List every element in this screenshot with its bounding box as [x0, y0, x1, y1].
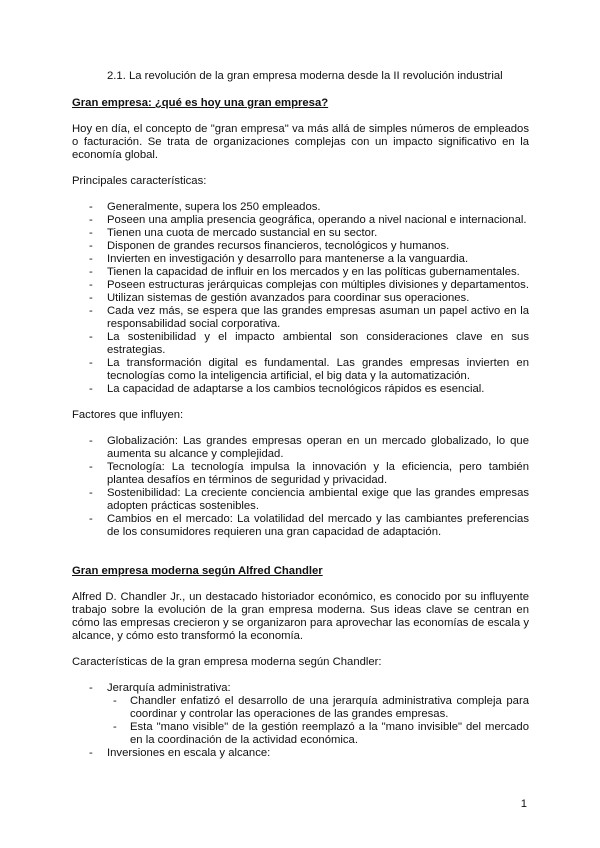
list-item-text: Cada vez más, se espera que las grandes empresas asuman un papel activo en la responsabilidad social corporativa. [107, 305, 529, 330]
document-subtitle: 2.1. La revolución de la gran empresa moderna desde la II revolución industrial [107, 70, 503, 82]
list-item [72, 383, 529, 396]
list-item-text: Tienen una cuota de mercado sustancial en su sector. [107, 227, 378, 239]
sub-list-item-text: Esta "mano visible" de la gestión reemplazó a la "mano invisible" del mercado en la coordinación de la actividad económica. [130, 721, 529, 746]
dash-bullet-icon: - [113, 695, 117, 707]
list-item [72, 357, 529, 383]
list-item [72, 292, 529, 305]
list-item [72, 227, 529, 240]
list-item-text: La capacidad de adaptarse a los cambios tecnológicos rápidos es esencial. [107, 383, 485, 395]
list-item [72, 279, 529, 292]
section-intro-paragraph: Hoy en día, el concepto de "gran empresa" va más allá de simples números de empleados o facturación. Se trata de organizaciones complejas con un impacto significativo en la economía global. [72, 123, 529, 161]
list-item-text: Globalización: Las grandes empresas operan en un mercado globalizado, lo que aumenta su alcance y complejidad. [107, 435, 529, 460]
list-item [72, 266, 529, 279]
list-item-text: Cambios en el mercado: La volatilidad del mercado y las cambiantes preferencias de los consumidores requieren una gran capacidad de adaptación. [107, 513, 529, 538]
dash-bullet-icon: - [89, 383, 93, 395]
chandler-characteristics-list [72, 682, 529, 760]
list-item-text: La transformación digital es fundamental. Las grandes empresas invierten en tecnologías como la inteligencia artificial, el big data y la automatización. [107, 357, 529, 382]
dash-bullet-icon: - [89, 357, 93, 369]
list-item [72, 240, 529, 253]
dash-bullet-icon: - [89, 240, 93, 252]
dash-bullet-icon: - [89, 461, 93, 473]
dash-bullet-icon: - [89, 435, 93, 447]
dash-bullet-icon: - [89, 253, 93, 265]
sub-list-item [107, 695, 529, 721]
list-item-text: Generalmente, supera los 250 empleados. [107, 201, 321, 213]
dash-bullet-icon: - [113, 721, 117, 733]
section-heading-gran-empresa: Gran empresa: ¿qué es hoy una gran empresa? [72, 97, 329, 109]
list-item [72, 331, 529, 357]
characteristics-list [72, 201, 529, 396]
factors-list [72, 435, 529, 539]
characteristics-label: Principales características: [72, 175, 207, 187]
list-item-text: Invierten en investigación y desarrollo para mantenerse a la vanguardia. [107, 253, 469, 265]
sub-list-item [107, 721, 529, 747]
list-item-text: Poseen una amplia presencia geográfica, operando a nivel nacional e internacional. [107, 214, 527, 226]
page-content [72, 70, 529, 773]
list-item-text: Inversiones en escala y alcance: [107, 747, 271, 759]
list-item [72, 253, 529, 266]
dash-bullet-icon: - [89, 266, 93, 278]
factors-label: Factores que influyen: [72, 409, 184, 421]
dash-bullet-icon: - [89, 682, 93, 694]
chandler-characteristics-label: Características de la gran empresa moderna según Chandler: [72, 656, 382, 668]
list-item [72, 487, 529, 513]
list-item [72, 201, 529, 214]
list-item-text: Poseen estructuras jerárquicas complejas con múltiples divisiones y departamentos. [107, 279, 529, 291]
list-item [72, 461, 529, 487]
section-heading-chandler: Gran empresa moderna según Alfred Chandler [72, 565, 323, 577]
dash-bullet-icon: - [89, 747, 93, 759]
list-item [72, 682, 529, 747]
list-item-text: Sostenibilidad: La creciente conciencia ambiental exige que las grandes empresas adopten prácticas sostenibles. [107, 487, 529, 512]
dash-bullet-icon: - [89, 227, 93, 239]
dash-bullet-icon: - [89, 292, 93, 304]
dash-bullet-icon: - [89, 513, 93, 525]
list-item [72, 435, 529, 461]
dash-bullet-icon: - [89, 305, 93, 317]
list-item-text: Tecnología: La tecnología impulsa la innovación y la eficiencia, pero también plantea desafíos en términos de seguridad y privacidad. [107, 461, 529, 486]
dash-bullet-icon: - [89, 487, 93, 499]
sub-list [107, 695, 529, 747]
dash-bullet-icon: - [89, 279, 93, 291]
dash-bullet-icon: - [89, 331, 93, 343]
chandler-intro-paragraph: Alfred D. Chandler Jr., un destacado historiador económico, es conocido por su influyente trabajo sobre la evolución de la gran empresa moderna. Sus ideas clave se centran en cómo las empresas crecieron y se organizaron para aprovechar las economías de escala y alcance, y cómo esto transformó la economía. [72, 591, 529, 642]
list-item [72, 747, 529, 760]
dash-bullet-icon: - [89, 201, 93, 213]
list-item [72, 305, 529, 331]
list-item [72, 214, 529, 227]
list-item-text: Disponen de grandes recursos financieros, tecnológicos y humanos. [107, 240, 450, 252]
list-item-text: Jerarquía administrativa: [107, 682, 231, 694]
sub-list-item-text: Chandler enfatizó el desarrollo de una jerarquía administrativa compleja para coordinar y controlar las operaciones de las grandes empresas. [130, 695, 529, 720]
page-number: 1 [520, 798, 527, 810]
list-item-text: La sostenibilidad y el impacto ambiental son consideraciones clave en sus estrategias. [107, 331, 529, 356]
list-item-text: Tienen la capacidad de influir en los mercados y en las políticas gubernamentales. [107, 266, 520, 278]
list-item [72, 513, 529, 539]
list-item-text: Utilizan sistemas de gestión avanzados para coordinar sus operaciones. [107, 292, 470, 304]
dash-bullet-icon: - [89, 214, 93, 226]
